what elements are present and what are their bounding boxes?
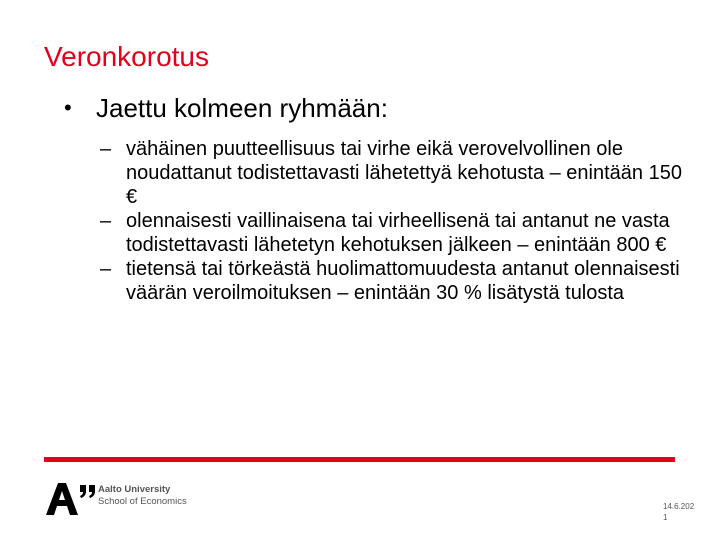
- sub-bullet-text: vähäinen puutteellisuus tai virhe eikä verovelvollinen ole noudattanut todistettavasti lähetettyä kehotusta – enintään 150 €: [126, 138, 682, 208]
- slide-title: Veronkorotus: [44, 41, 209, 72]
- date-text: 14.6.202: [663, 502, 695, 511]
- dash-marker: –: [100, 138, 112, 160]
- slide-footer-date: [663, 501, 694, 523]
- page-number: 1: [663, 513, 668, 522]
- list-item: [100, 137, 690, 209]
- dash-marker: –: [100, 258, 112, 280]
- sub-bullet-text: olennaisesti vaillinaisena tai virheellisenä tai antanut ne vasta todistettavasti lähetetyn kehotuksen jälkeen – enintään 800 €: [126, 210, 670, 256]
- list-item: [100, 257, 690, 305]
- footer-divider: [44, 457, 675, 462]
- university-name: Aalto University: [98, 484, 171, 495]
- sub-bullet-text: tietensä tai törkeästä huolimattomuudesta antanut olennaisesti väärän veroilmoituksen – enintään 30 % lisätystä tulosta: [126, 258, 680, 304]
- bullet-dot: •: [64, 95, 72, 120]
- footer-institution: [98, 484, 187, 508]
- main-bullet-text: Jaettu kolmeen ryhmään:: [96, 93, 388, 123]
- dash-marker: –: [100, 210, 112, 232]
- main-bullet: [64, 92, 388, 124]
- sub-bullet-list: [100, 137, 690, 305]
- school-name: School of Economics: [98, 496, 187, 507]
- list-item: [100, 209, 690, 257]
